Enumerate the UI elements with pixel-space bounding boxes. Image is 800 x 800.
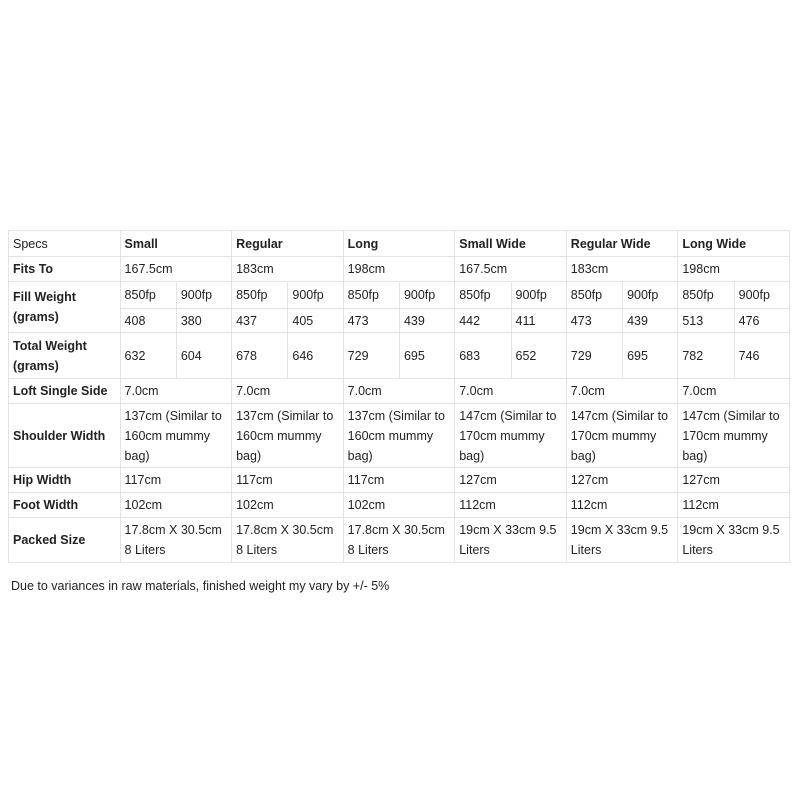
cell: 19cm X 33cm 9.5 Liters: [678, 518, 790, 563]
cell: 183cm: [232, 257, 344, 282]
size-header: Small Wide: [455, 231, 567, 257]
cell: 137cm (Similar to 160cm mummy bag): [232, 404, 344, 468]
cell: 746: [734, 333, 789, 379]
cell: 900fp: [399, 282, 454, 309]
cell: 198cm: [678, 257, 790, 282]
cell: 604: [176, 333, 231, 379]
cell: 729: [343, 333, 399, 379]
cell: 437: [232, 309, 288, 333]
row-label: Packed Size: [9, 518, 121, 563]
cell: 102cm: [232, 493, 344, 518]
weight-variance-note: Due to variances in raw materials, finished weight my vary by +/- 5%: [11, 579, 390, 593]
cell: 683: [455, 333, 511, 379]
cell: 19cm X 33cm 9.5 Liters: [566, 518, 678, 563]
foot-width-row: [9, 493, 790, 518]
cell: 117cm: [343, 468, 455, 493]
cell: 652: [511, 333, 566, 379]
cell: 7.0cm: [678, 379, 790, 404]
size-header: Regular: [232, 231, 344, 257]
cell: 127cm: [566, 468, 678, 493]
fill-weight-row: [9, 309, 790, 333]
total-weight-row: [9, 333, 790, 379]
cell: 17.8cm X 30.5cm 8 Liters: [343, 518, 455, 563]
cell: 850fp: [232, 282, 288, 309]
cell: 112cm: [455, 493, 567, 518]
cell: 900fp: [288, 282, 343, 309]
cell: 117cm: [120, 468, 232, 493]
size-header: Long: [343, 231, 455, 257]
row-label: Fits To: [9, 257, 121, 282]
cell: 473: [343, 309, 399, 333]
cell: 900fp: [623, 282, 678, 309]
cell: 439: [623, 309, 678, 333]
fits-to-row: [9, 257, 790, 282]
cell: 112cm: [678, 493, 790, 518]
cell: 127cm: [455, 468, 567, 493]
cell: 476: [734, 309, 789, 333]
size-header: Small: [120, 231, 232, 257]
cell: 127cm: [678, 468, 790, 493]
row-label: Foot Width: [9, 493, 121, 518]
cell: 198cm: [343, 257, 455, 282]
cell: 147cm (Similar to 170cm mummy bag): [455, 404, 567, 468]
cell: 729: [566, 333, 622, 379]
row-label: Total Weight (grams): [9, 333, 121, 379]
cell: 678: [232, 333, 288, 379]
cell: 7.0cm: [120, 379, 232, 404]
shoulder-width-row: [9, 404, 790, 468]
corner-label: Specs: [9, 231, 121, 257]
cell: 7.0cm: [455, 379, 567, 404]
row-label: Loft Single Side: [9, 379, 121, 404]
cell: 102cm: [343, 493, 455, 518]
fill-power-row: [9, 282, 790, 309]
cell: 850fp: [566, 282, 622, 309]
cell: 850fp: [678, 282, 734, 309]
cell: 17.8cm X 30.5cm 8 Liters: [120, 518, 232, 563]
hip-width-row: [9, 468, 790, 493]
cell: 183cm: [566, 257, 678, 282]
row-label: Fill Weight (grams): [9, 282, 121, 333]
cell: 513: [678, 309, 734, 333]
header-row: [9, 231, 790, 257]
cell: 167.5cm: [120, 257, 232, 282]
cell: 900fp: [176, 282, 231, 309]
cell: 380: [176, 309, 231, 333]
cell: 102cm: [120, 493, 232, 518]
cell: 439: [399, 309, 454, 333]
cell: 850fp: [120, 282, 176, 309]
packed-size-row: [9, 518, 790, 563]
cell: 782: [678, 333, 734, 379]
cell: 19cm X 33cm 9.5 Liters: [455, 518, 567, 563]
cell: 17.8cm X 30.5cm 8 Liters: [232, 518, 344, 563]
cell: 646: [288, 333, 343, 379]
cell: 117cm: [232, 468, 344, 493]
spec-table: [8, 230, 790, 563]
cell: 7.0cm: [566, 379, 678, 404]
cell: 473: [566, 309, 622, 333]
cell: 695: [399, 333, 454, 379]
cell: 147cm (Similar to 170cm mummy bag): [566, 404, 678, 468]
cell: 850fp: [343, 282, 399, 309]
cell: 411: [511, 309, 566, 333]
cell: 850fp: [455, 282, 511, 309]
cell: 147cm (Similar to 170cm mummy bag): [678, 404, 790, 468]
cell: 7.0cm: [232, 379, 344, 404]
cell: 405: [288, 309, 343, 333]
size-header: Regular Wide: [566, 231, 678, 257]
cell: 7.0cm: [343, 379, 455, 404]
cell: 632: [120, 333, 176, 379]
row-label: Shoulder Width: [9, 404, 121, 468]
cell: 112cm: [566, 493, 678, 518]
size-header: Long Wide: [678, 231, 790, 257]
cell: 900fp: [511, 282, 566, 309]
cell: 137cm (Similar to 160cm mummy bag): [120, 404, 232, 468]
cell: 442: [455, 309, 511, 333]
cell: 167.5cm: [455, 257, 567, 282]
cell: 695: [623, 333, 678, 379]
row-label: Hip Width: [9, 468, 121, 493]
cell: 408: [120, 309, 176, 333]
loft-row: [9, 379, 790, 404]
cell: 900fp: [734, 282, 789, 309]
cell: 137cm (Similar to 160cm mummy bag): [343, 404, 455, 468]
